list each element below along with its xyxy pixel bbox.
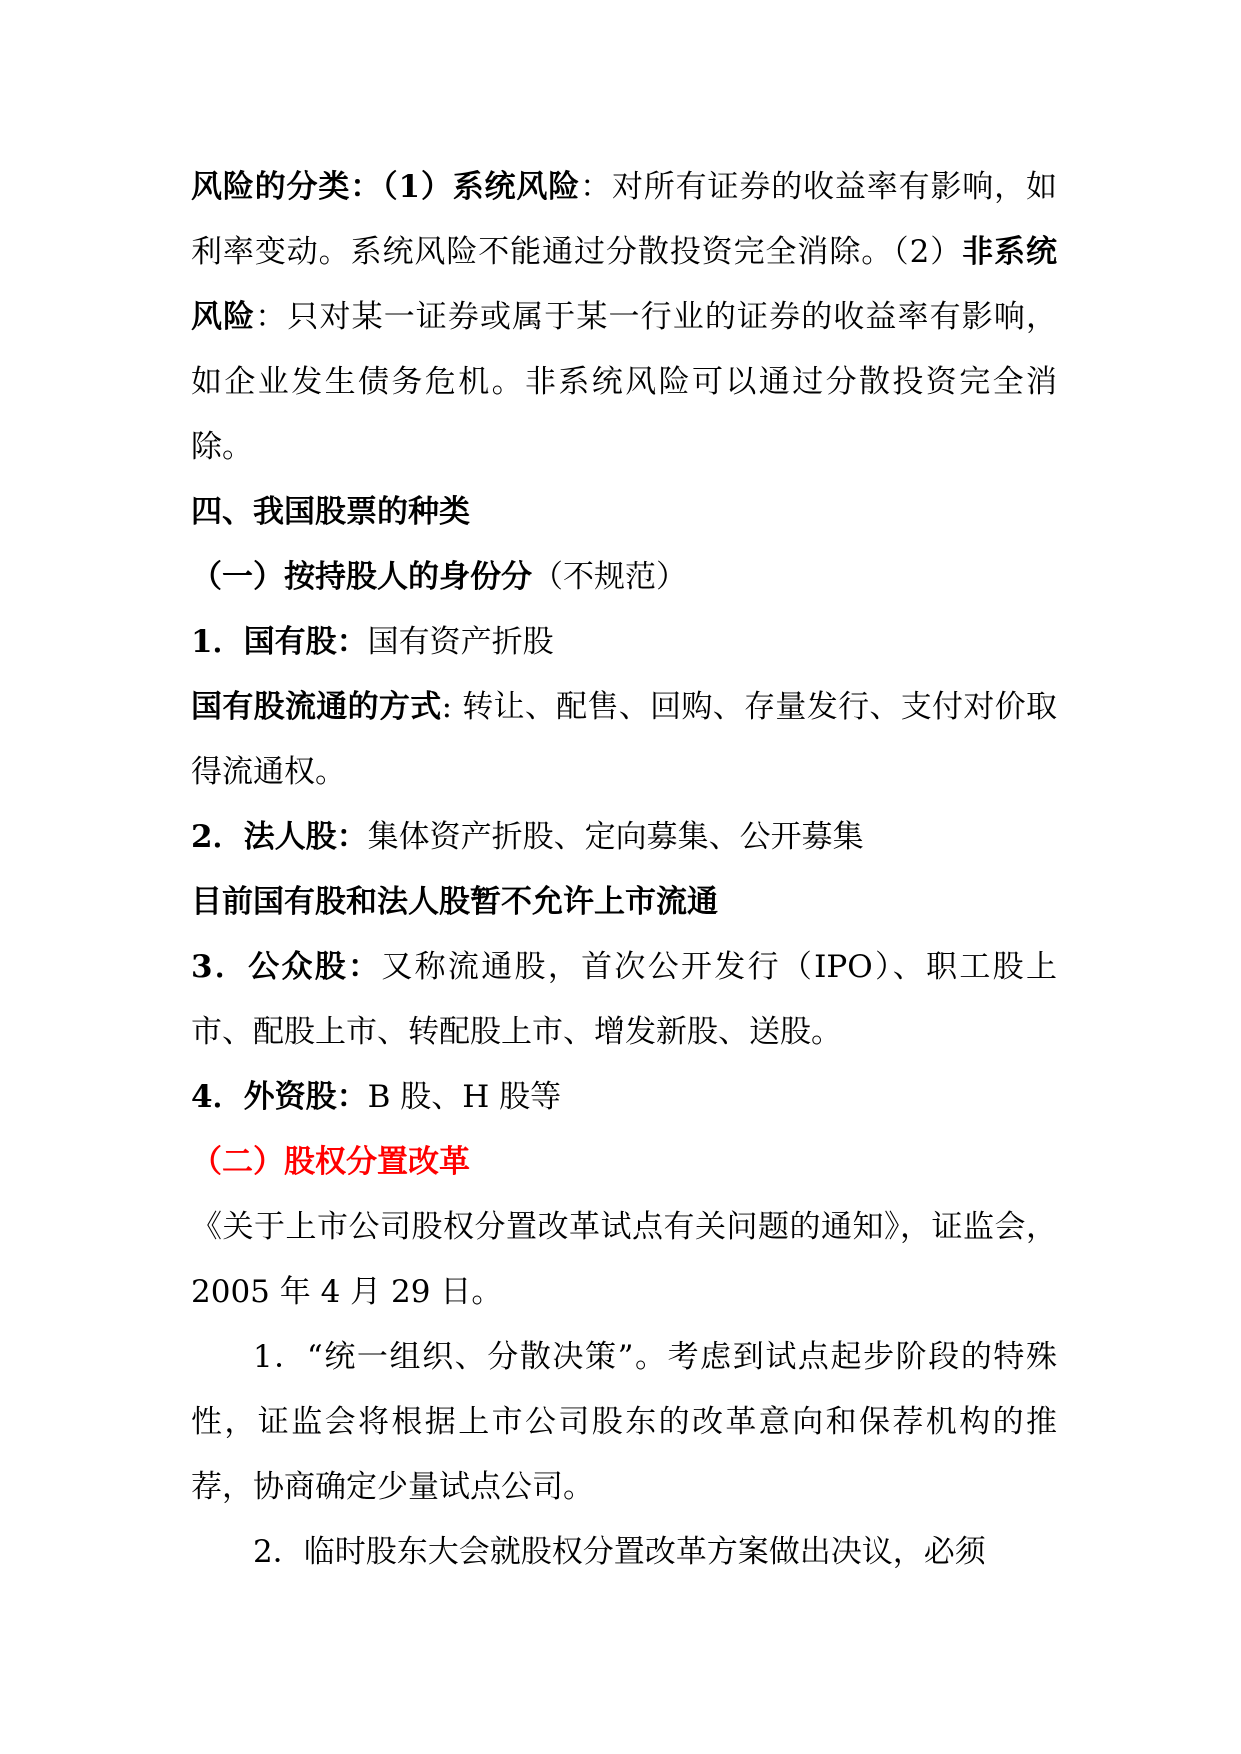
risk-classification-paragraph xyxy=(191,155,1057,480)
section-heading-4: 四、我国股票的种类 xyxy=(191,494,470,530)
state-shares-circulation-text: : 转让、配售、回购、存量发行、支付对价取得流通权。 xyxy=(191,689,1057,790)
item-public-shares-label: 3．公众股： xyxy=(191,949,382,985)
point-2-paragraph: 2．临时股东大会就股权分置改革方案做出决议，必须 xyxy=(253,1534,986,1570)
csrc-notice-paragraph: 《关于上市公司股权分置改革试点有关问题的通知》，证监会，2005 年 4 月 29 日。 xyxy=(191,1209,1057,1310)
systematic-risk-text: ：对所有证券的收益率有影响，如利率变动。系统风险不能通过分散投资完全消除。（2） xyxy=(191,169,1057,270)
circulation-restriction-note: 目前国有股和法人股暂不允许上市流通 xyxy=(191,884,718,920)
document-body xyxy=(191,155,1057,1585)
subsection-heading-1 xyxy=(191,545,1057,610)
state-shares-circulation-paragraph xyxy=(191,675,1057,805)
item-foreign-shares xyxy=(191,1065,1057,1130)
item-foreign-shares-label: 4．外资股： xyxy=(191,1079,368,1115)
item-public-shares xyxy=(191,935,1057,1065)
item-public-shares-text: 又称流通股，首次公开发行（IPO）、职工股上市、配股上市、转配股上市、增发新股、送股。 xyxy=(191,949,1057,1050)
unsystematic-risk-text: ：只对某一证券或属于某一行业的证券的收益率有影响，如企业发生债务危机。非系统风险可以通过分散投资完全消除。 xyxy=(191,299,1058,465)
item-state-shares xyxy=(191,610,1057,675)
item-state-shares-text: 国有资产折股 xyxy=(367,624,554,660)
systematic-risk-heading: 风险的分类：（1）系统风险 xyxy=(191,169,581,205)
subsection-heading-2: （二）股权分置改革 xyxy=(191,1144,470,1180)
item-foreign-shares-text: B 股、H 股等 xyxy=(367,1079,562,1115)
item-state-shares-label: 1．国有股： xyxy=(191,624,368,660)
subsection-heading-1-note: （不规范） xyxy=(532,559,687,595)
item-legal-person-shares-text: 集体资产折股、定向募集、公开募集 xyxy=(367,819,864,855)
state-shares-circulation-label: 国有股流通的方式 xyxy=(191,689,442,725)
item-legal-person-shares xyxy=(191,805,1057,870)
item-legal-person-shares-label: 2．法人股： xyxy=(191,819,368,855)
subsection-heading-1-title: （一）按持股人的身份分 xyxy=(191,559,532,595)
unsystematic-risk-heading: 非系统风险 xyxy=(191,234,1057,335)
point-1-paragraph: 1．“统一组织、分散决策”。考虑到试点起步阶段的特殊性，证监会将根据上市公司股东的改革意向和保荐机构的推荐，协商确定少量试点公司。 xyxy=(191,1339,1057,1505)
